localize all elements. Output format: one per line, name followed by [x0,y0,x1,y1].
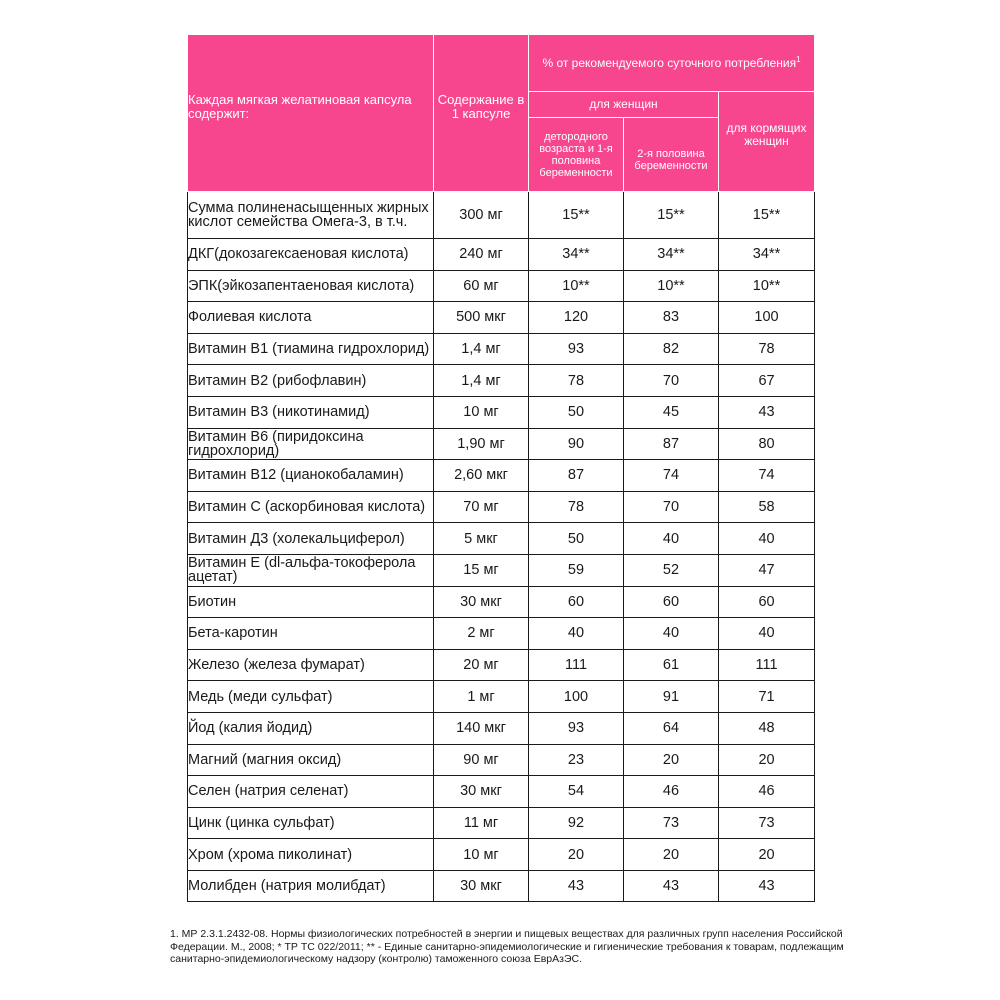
percent-nursing-cell: 47 [719,554,815,586]
percent-reproductive-cell: 40 [529,618,624,650]
percent-second-half-cell: 10** [624,270,719,302]
table-row [188,618,815,650]
amount-cell: 90 мг [434,744,529,776]
table-row [188,396,815,428]
percent-nursing-cell: 58 [719,491,815,523]
percent-second-half-cell: 15** [624,192,719,239]
percent-header: % от рекомендуемого суточного потребления$^1$ [529,35,815,92]
footnote-marker: 1 [796,54,801,64]
nutrient-name: Йод (калия йодид) [188,712,434,744]
amount-cell: 11 мг [434,807,529,839]
percent-second-half-cell: 73 [624,807,719,839]
table-row [188,586,815,618]
percent-nursing-cell: 67 [719,365,815,397]
percent-second-half-cell: 64 [624,712,719,744]
amount-cell: 15 мг [434,554,529,586]
table-row [188,491,815,523]
percent-reproductive-cell: 10** [529,270,624,302]
percent-second-half-cell: 45 [624,396,719,428]
nutrient-name: Бета-каротин [188,618,434,650]
nutrient-name: Витамин B2 (рибофлавин) [188,365,434,397]
nutrition-table [187,34,815,902]
table-row [188,428,815,460]
percent-second-half-cell: 34** [624,239,719,271]
amount-cell: 1,4 мг [434,333,529,365]
percent-reproductive-cell: 100 [529,681,624,713]
table-row [188,239,815,271]
percent-nursing-cell: 74 [719,460,815,492]
table-row [188,302,815,334]
percent-reproductive-cell: 87 [529,460,624,492]
percent-reproductive-cell: 120 [529,302,624,334]
percent-reproductive-cell: 60 [529,586,624,618]
table-row [188,333,815,365]
amount-cell: 60 мг [434,270,529,302]
percent-reproductive-cell: 93 [529,333,624,365]
table-row [188,649,815,681]
percent-nursing-cell: 15** [719,192,815,239]
percent-nursing-cell: 40 [719,523,815,555]
percent-second-half-cell: 20 [624,839,719,871]
percent-reproductive-cell: 15** [529,192,624,239]
nutrient-name: Сумма полиненасыщенных жирных кислот семейства Омега-3, в т.ч. [188,192,434,239]
table-row [188,681,815,713]
amount-cell: 70 мг [434,491,529,523]
percent-nursing-cell: 20 [719,839,815,871]
amount-cell: 30 мкг [434,870,529,902]
amount-cell: 30 мкг [434,586,529,618]
nutrient-name: Молибден (натрия молибдат) [188,870,434,902]
percent-reproductive-cell: 111 [529,649,624,681]
table-row [188,192,815,239]
amount-cell: 1,90 мг [434,428,529,460]
percent-second-half-cell: 43 [624,870,719,902]
nutrient-name: Витамин B6 (пиридоксина гидрохлорид) [188,428,434,460]
percent-nursing-cell: 73 [719,807,815,839]
percent-reproductive-cell: 93 [529,712,624,744]
percent-second-half-cell: 70 [624,365,719,397]
table-row [188,270,815,302]
percent-nursing-cell: 78 [719,333,815,365]
percent-nursing-cell: 46 [719,776,815,808]
table-row [188,807,815,839]
nutrient-name: Хром (хрома пиколинат) [188,839,434,871]
percent-nursing-cell: 40 [719,618,815,650]
amount-cell: 2 мг [434,618,529,650]
percent-second-half-cell: 70 [624,491,719,523]
percent-reproductive-cell: 20 [529,839,624,871]
amount-cell: 2,60 мкг [434,460,529,492]
footnote: 1. МР 2.3.1.2432-08. Нормы физиологических потребностей в энергии и пищевых веществах для различных групп населения Российской Федерации. М., 2008; * ТР ТС 022/2011; ** - Единые санитарно-эпидемиологические и гигиенические требования к товарам, подлежащим санитарно-эпидемиологическому надзору (контролю) таможенного союза ЕврАзЭС. [170,928,844,965]
table-row [188,839,815,871]
nutrient-name: Медь (меди сульфат) [188,681,434,713]
table-row [188,744,815,776]
table-row [188,523,815,555]
amount-cell: 1 мг [434,681,529,713]
table-row [188,460,815,492]
percent-reproductive-cell: 59 [529,554,624,586]
percent-second-half-cell: 91 [624,681,719,713]
amount-cell: 5 мкг [434,523,529,555]
percent-reproductive-cell: 78 [529,491,624,523]
percent-second-half-cell: 82 [624,333,719,365]
percent-nursing-cell: 111 [719,649,815,681]
percent-nursing-cell: 60 [719,586,815,618]
nutrient-name: Витамин E (dl-альфа-токоферола ацетат) [188,554,434,586]
percent-nursing-cell: 71 [719,681,815,713]
nutrient-name: Витамин B1 (тиамина гидрохлорид) [188,333,434,365]
percent-reproductive-cell: 23 [529,744,624,776]
amount-cell: 10 мг [434,396,529,428]
nutrient-name: Фолиевая кислота [188,302,434,334]
table-body [188,192,815,902]
nursing-header: для кормящих женщин [719,92,815,192]
percent-second-half-cell: 40 [624,523,719,555]
nutrient-name: Витамин С (аскорбиновая кислота) [188,491,434,523]
nutrient-name: Витамин Д3 (холекальциферол) [188,523,434,555]
percent-nursing-cell: 80 [719,428,815,460]
percent-second-half-cell: 60 [624,586,719,618]
percent-second-half-cell: 52 [624,554,719,586]
percent-nursing-cell: 10** [719,270,815,302]
amount-cell: 140 мкг [434,712,529,744]
nutrient-name: Витамин B12 (цианокобаламин) [188,460,434,492]
nutrient-name: Цинк (цинка сульфат) [188,807,434,839]
content-header: Содержание в 1 капсуле [434,35,529,192]
second-half-header: 2-я половина беременности [624,118,719,192]
percent-reproductive-cell: 34** [529,239,624,271]
percent-nursing-cell: 48 [719,712,815,744]
nutrient-name: ЭПК(эйкозапентаеновая кислота) [188,270,434,302]
table-row [188,870,815,902]
table-row [188,554,815,586]
percent-reproductive-cell: 90 [529,428,624,460]
amount-cell: 10 мг [434,839,529,871]
amount-cell: 240 мг [434,239,529,271]
percent-second-half-cell: 46 [624,776,719,808]
nutrient-name: Биотин [188,586,434,618]
percent-nursing-cell: 34** [719,239,815,271]
percent-nursing-cell: 43 [719,870,815,902]
nutrient-name: Витамин B3 (никотинамид) [188,396,434,428]
percent-nursing-cell: 100 [719,302,815,334]
amount-cell: 300 мг [434,192,529,239]
nutrient-name: Селен (натрия селенат) [188,776,434,808]
amount-cell: 20 мг [434,649,529,681]
percent-second-half-cell: 74 [624,460,719,492]
amount-cell: 30 мкг [434,776,529,808]
reproductive-age-header: детородного возраста и 1-я половина беременности [529,118,624,192]
percent-reproductive-cell: 43 [529,870,624,902]
table-row [188,776,815,808]
percent-second-half-cell: 61 [624,649,719,681]
women-header: для женщин [529,92,719,118]
percent-nursing-cell: 20 [719,744,815,776]
percent-second-half-cell: 87 [624,428,719,460]
nutrient-name: Железо (железа фумарат) [188,649,434,681]
percent-nursing-cell: 43 [719,396,815,428]
amount-cell: 1,4 мг [434,365,529,397]
percent-reproductive-cell: 50 [529,523,624,555]
nutrient-name: Магний (магния оксид) [188,744,434,776]
percent-reproductive-cell: 54 [529,776,624,808]
nutrient-name: ДКГ(докозагексаеновая кислота) [188,239,434,271]
percent-second-half-cell: 83 [624,302,719,334]
composition-header: Каждая мягкая желатиновая капсула содержит: [188,35,434,192]
amount-cell: 500 мкг [434,302,529,334]
percent-second-half-cell: 20 [624,744,719,776]
table-row [188,712,815,744]
table-row [188,365,815,397]
percent-reproductive-cell: 92 [529,807,624,839]
percent-second-half-cell: 40 [624,618,719,650]
percent-reproductive-cell: 50 [529,396,624,428]
percent-reproductive-cell: 78 [529,365,624,397]
